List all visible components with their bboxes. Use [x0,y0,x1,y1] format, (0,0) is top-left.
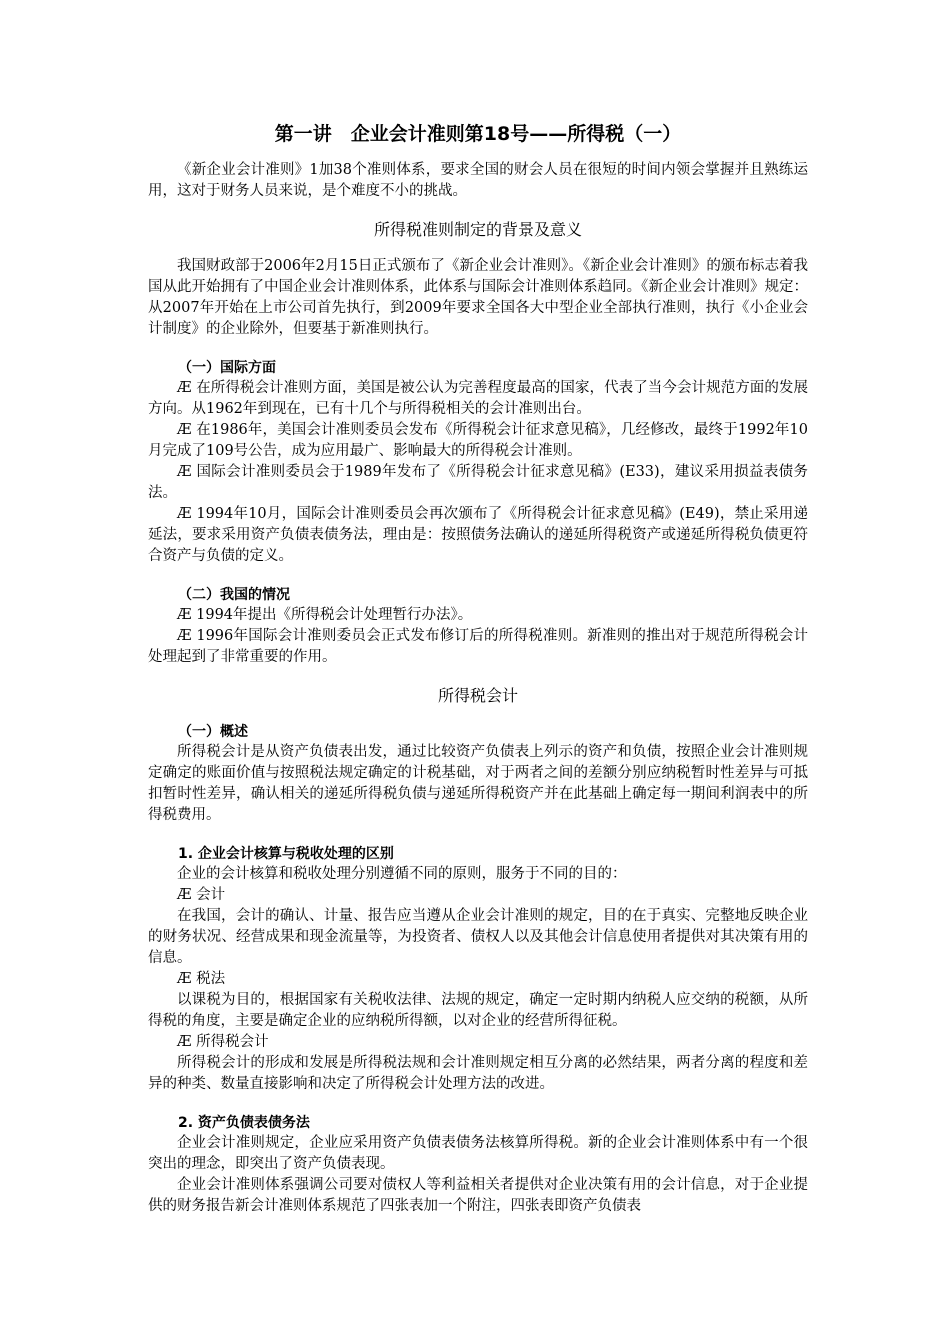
tax-law-text: 以课税为目的，根据国家有关税收法律、法规的规定，确定一定时期内纳税人应交纳的税额，从所得税的角度，主要是确定企业的应纳税所得额，以对企业的经营所得征税。 [148,992,808,1029]
international-item: Æ 在所得税会计准则方面，美国是被公认为完善程度最高的国家，代表了当今会计规范方面的发展方向。从1962年到现在，已有十几个与所得税相关的会计准则出台。 [148,380,808,417]
section-heading-background: 所得税准则制定的背景及意义 [373,220,582,239]
subheading-domestic: （二）我国的情况 [178,587,290,603]
subheading-overview: （一）概述 [178,724,248,740]
international-item: Æ 1994年10月，国际会计准则委员会再次颁布了《所得税会计征求意见稿》(E49)，禁止采用递延法，要求采用资产负债表债务法，理由是：按照债务法确认的递延所得税资产或递延所得税负债更符合资产与负债的定义。 [148,506,808,564]
subheading-point-1: 1. 企业会计核算与税收处理的区别 [178,846,394,862]
background-paragraph: 我国财政部于2006年2月15日正式颁布了《新企业会计准则》。《新企业会计准则》的颁布标志着我国从此开始拥有了中国企业会计准则体系，此体系与国际会计准则体系趋同。《新企业会计准则》规定：从2007年开始在上市公司首先执行，到2009年要求全国各大中型企业全部执行准则，执行《小企业会计制度》的企业除外，但要基于新准则执行。 [148,258,808,337]
point-1-lead: 企业的会计核算和税收处理分别遵循不同的原则，服务于不同的目的： [177,866,627,882]
international-item: Æ 在1986年，美国会计准则委员会发布《所得税会计征求意见稿》，几经修改，最终于1992年10月完成了109号公告，成为应用最广、影响最大的所得税会计准则。 [148,422,808,459]
document-body [148,120,808,1217]
subheading-point-2: 2. 资产负债表债务法 [178,1115,310,1131]
overview-paragraph: 所得税会计是从资产负债表出发，通过比较资产负债表上列示的资产和负债，按照企业会计准则规定确定的账面价值与按照税法规定确定的计税基础，对于两者之间的差额分别应纳税暂时性差异与可抵扣暂时性差异，确认相关的递延所得税负债与递延所得税资产并在此基础上确定每一期间利润表中的所得税费用。 [148,744,808,823]
income-tax-accounting-text: 所得税会计的形成和发展是所得税法规和会计准则规定相互分离的必然结果，两者分离的程度和差异的种类、数量直接影响和决定了所得税会计处理方法的改进。 [148,1055,808,1092]
point-2-paragraph-1: 企业会计准则规定，企业应采用资产负债表债务法核算所得税。新的企业会计准则体系中有一个很突出的理念，即突出了资产负债表现。 [148,1135,808,1172]
accounting-text: 在我国，会计的确认、计量、报告应当遵从企业会计准则的规定，目的在于真实、完整地反映企业的财务状况、经营成果和现金流量等，为投资者、债权人以及其他会计信息使用者提供对其决策有用的信息。 [148,908,808,966]
accounting-label: Æ 会计 [177,887,226,903]
point-2-paragraph-2: 企业会计准则体系强调公司要对债权人等利益相关者提供对企业决策有用的会计信息，对于企业提供的财务报告新会计准则体系规范了四张表加一个附注，四张表即资产负债表 [148,1177,808,1214]
intro-paragraph: 《新企业会计准则》1加38个准则体系，要求全国的财会人员在很短的时间内领会掌握并且熟练运用，这对于财务人员来说，是个难度不小的挑战。 [148,162,808,199]
section-heading-income-tax-accounting: 所得税会计 [437,686,518,705]
subheading-international: （一）国际方面 [178,360,276,376]
international-item: Æ 国际会计准则委员会于1989年发布了《所得税会计征求意见稿》(E33)，建议采用损益表债务法。 [148,464,808,501]
income-tax-accounting-label: Æ 所得税会计 [177,1034,269,1050]
domestic-item: Æ 1994年提出《所得税会计处理暂行办法》。 [177,607,473,623]
tax-law-label: Æ 税法 [177,971,226,987]
lecture-title: 第一讲 企业会计准则第18号——所得税（一） [274,123,682,145]
domestic-item: Æ 1996年国际会计准则委员会正式发布修订后的所得税准则。新准则的推出对于规范所得税会计处理起到了非常重要的作用。 [148,628,808,665]
